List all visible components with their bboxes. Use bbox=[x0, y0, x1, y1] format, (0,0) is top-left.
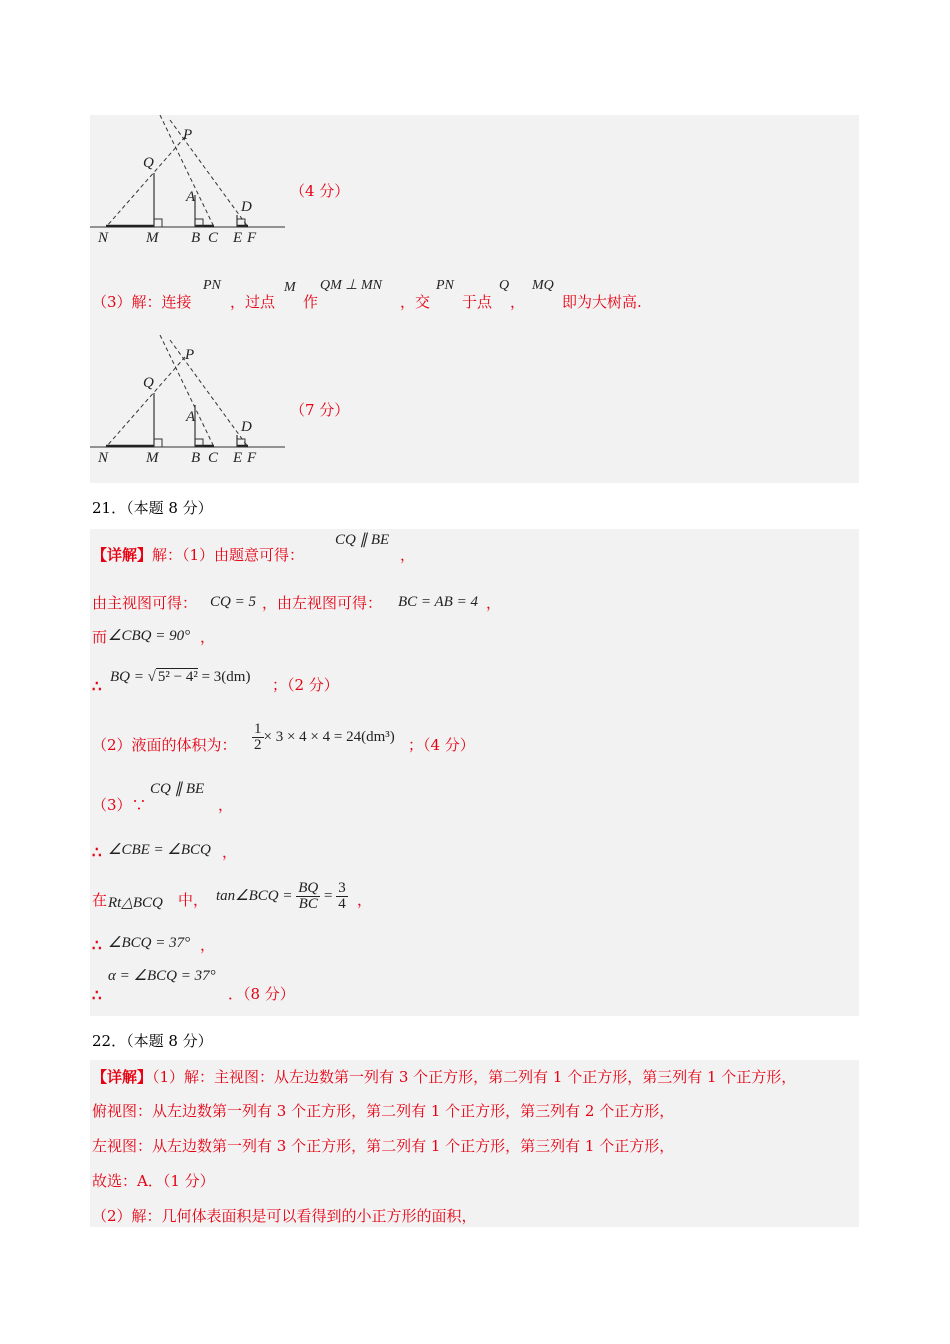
label-D: D bbox=[241, 199, 252, 215]
q22-l2: 俯视图：从左边数第一列有 3 个正方形，第二列有 1 个正方形，第三列有 2 个正方形， bbox=[92, 1102, 675, 1120]
label-A: A bbox=[186, 189, 196, 205]
q21-l9-b: ， bbox=[200, 936, 216, 954]
label-D-2: D bbox=[241, 419, 252, 435]
label-M-2: M bbox=[146, 450, 159, 466]
math-BC-AB-4: BC = AB = 4 bbox=[398, 594, 478, 610]
math-M: M bbox=[284, 280, 296, 295]
q21-l6-b: ， bbox=[218, 796, 234, 814]
detail-tag: 【详解】 bbox=[92, 546, 153, 564]
label-A-2: A bbox=[186, 409, 196, 425]
label-C-2: C bbox=[208, 450, 219, 466]
line-PF bbox=[170, 120, 248, 227]
q21-l5-score: ；（4 分） bbox=[408, 736, 475, 754]
label-N: N bbox=[98, 230, 109, 246]
label-P: P bbox=[183, 127, 193, 143]
q21-l3-b: ， bbox=[200, 628, 216, 646]
q20-p3-t5: 于点 bbox=[462, 293, 493, 311]
q21-l2-b: ，由左视图可得： bbox=[262, 594, 383, 612]
math-volume: $\frac{1}{2}$ × 3 × 4 × 4 = 24(dm³) bbox=[254, 720, 395, 753]
label-B: B bbox=[191, 230, 201, 246]
label-E: E bbox=[233, 230, 243, 246]
math-angle-CBQ: ∠CBQ = 90° bbox=[108, 628, 191, 644]
label-Q-2: Q bbox=[143, 375, 154, 391]
label-F-2: F bbox=[247, 450, 257, 466]
score-7: （7 分） bbox=[290, 401, 350, 419]
q21-l8-c: ， bbox=[357, 891, 373, 909]
right-angle-M bbox=[154, 219, 162, 227]
label-M: M bbox=[146, 230, 159, 246]
q20-p3-t6: ， bbox=[510, 293, 526, 311]
q21-l4-score: ；（2 分） bbox=[272, 676, 339, 694]
detail-tag-2: 【详解】 bbox=[92, 1068, 153, 1086]
label-N-2: N bbox=[98, 450, 109, 466]
math-PN-1: PN bbox=[203, 278, 221, 293]
q21-l8-b: 中， bbox=[178, 891, 209, 909]
q20-p3-t2: ，过点 bbox=[230, 293, 276, 311]
q22-l4: 故选：A．（1 分） bbox=[92, 1172, 215, 1190]
q21-l1: 【详解】解：（1）由题意可得： bbox=[92, 546, 305, 564]
math-CQ-parallel-BE: CQ ∥ BE bbox=[335, 532, 390, 548]
math-rt-triangle: Rt△BCQ bbox=[108, 895, 163, 911]
q22-heading: 22．（本题 8 分） bbox=[92, 1032, 213, 1050]
math-MQ: MQ bbox=[532, 278, 554, 293]
q20-p3-t3: 作 bbox=[303, 293, 319, 311]
q21-l8-a: 在 bbox=[92, 891, 108, 909]
q20-p3-label: （3）解：连接 bbox=[92, 293, 192, 311]
q21-l3-a: 而 bbox=[92, 628, 108, 646]
math-BQ: BQ = √ 5² − 4² = 3(dm) bbox=[110, 669, 251, 685]
math-PN-2: PN bbox=[436, 278, 454, 293]
math-CQ-5: CQ = 5 bbox=[210, 594, 256, 610]
q22-l3: 左视图：从左边数第一列有 3 个正方形，第二列有 1 个正方形，第三列有 1 个正方形， bbox=[92, 1137, 675, 1155]
score-4: （4 分） bbox=[290, 182, 350, 200]
q20-p3-t4: ，交 bbox=[400, 293, 431, 311]
math-tan: tan∠BCQ = $\frac{BQ}{BC}$ = $\frac{3}{4}$ bbox=[216, 879, 346, 912]
therefore-4: ∴ bbox=[92, 986, 102, 1004]
math-angle-CBE-BCQ: ∠CBE = ∠BCQ bbox=[108, 842, 211, 858]
math-Q: Q bbox=[499, 278, 510, 293]
geometry-figure-2 bbox=[90, 335, 300, 470]
therefore-2: ∴ bbox=[92, 843, 102, 861]
math-QM-perp-MN: QM ⊥ MN bbox=[320, 278, 382, 293]
therefore-1: ∴ bbox=[92, 677, 102, 695]
label-Q: Q bbox=[143, 155, 154, 171]
therefore-3: ∴ bbox=[92, 936, 102, 954]
q21-l1-end: ， bbox=[400, 546, 416, 564]
q21-l7-b: ， bbox=[222, 843, 238, 861]
q21-l2-c: ， bbox=[486, 594, 502, 612]
label-P-2: P bbox=[185, 347, 195, 363]
geometry-figure-1 bbox=[90, 115, 300, 250]
math-CQ-parallel-BE-2: CQ ∥ BE bbox=[150, 781, 205, 797]
q21-l6-a: （3）∵ bbox=[92, 796, 147, 814]
q21-l5-a: （2）液面的体积为： bbox=[92, 736, 237, 754]
label-C: C bbox=[208, 230, 219, 246]
label-F: F bbox=[247, 230, 257, 246]
q20-p3-t7: 即为大树高. bbox=[562, 293, 642, 311]
q21-l2-a: 由主视图可得： bbox=[92, 594, 198, 612]
q21-heading: 21．（本题 8 分） bbox=[92, 499, 213, 517]
q22-l1: 【详解】（1）解：主视图：从左边数第一列有 3 个正方形，第二列有 1 个正方形，第三列有 1 个正方形， bbox=[92, 1068, 797, 1086]
q21-l10-score: ．（8 分） bbox=[228, 985, 295, 1003]
label-E-2: E bbox=[233, 450, 243, 466]
label-B-2: B bbox=[191, 450, 201, 466]
line-PN bbox=[106, 137, 185, 227]
q22-l5: （2）解：几何体表面积是可以看得到的小正方形的面积， bbox=[92, 1207, 477, 1225]
math-alpha: α = ∠BCQ = 37° bbox=[108, 968, 216, 984]
math-angle-37: ∠BCQ = 37° bbox=[108, 935, 191, 951]
